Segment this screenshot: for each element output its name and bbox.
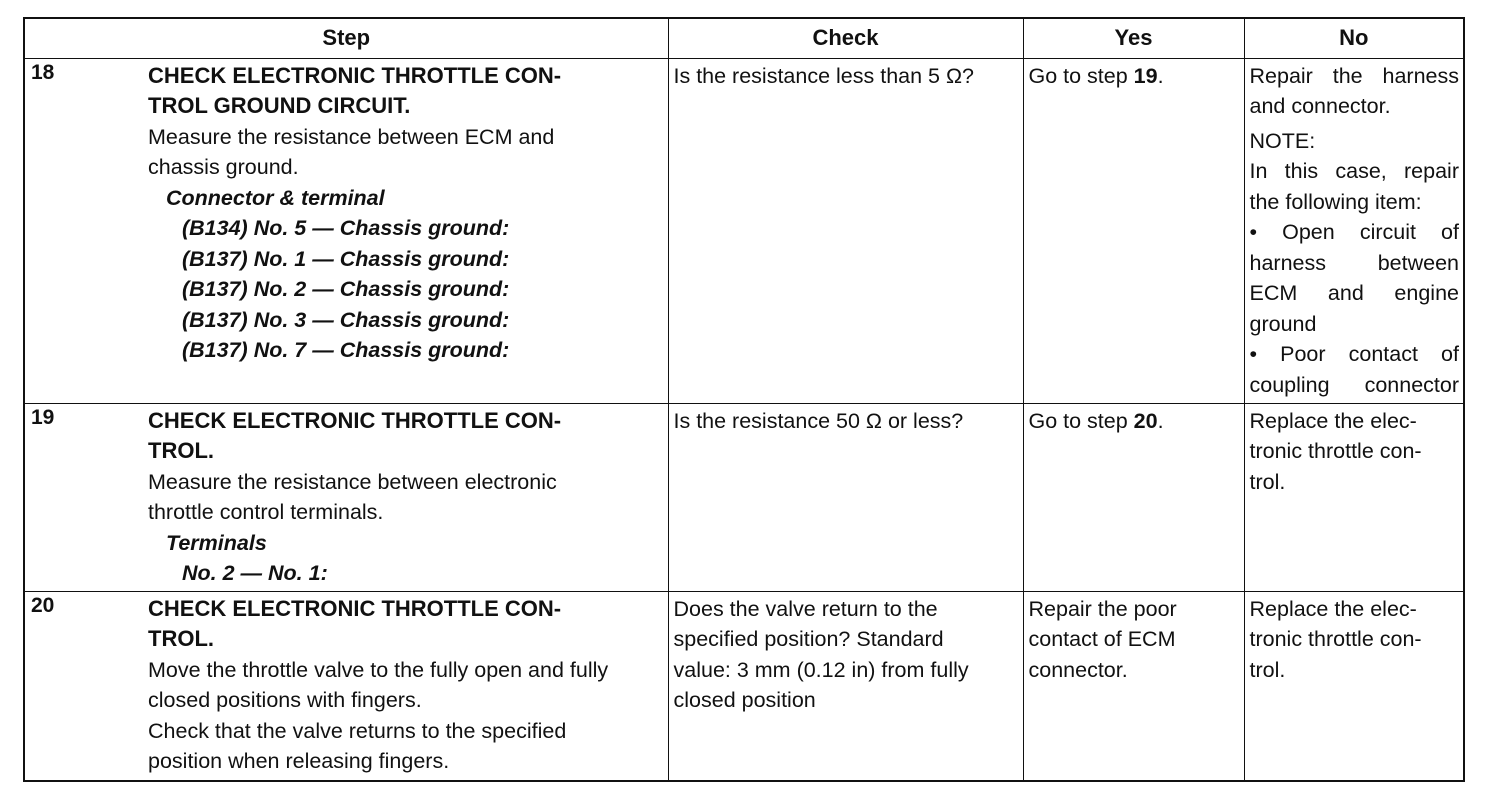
table-row-step-19 — [24, 403, 1464, 591]
step-title-line: CHECK ELECTRONIC THROTTLE CON- — [148, 62, 562, 88]
no-cell — [1244, 58, 1464, 403]
sub-heading: Connector & terminal — [166, 185, 385, 210]
instruction-line: throttle control terminals. — [148, 500, 384, 524]
check-cell — [668, 403, 1023, 591]
step-number: 18 — [31, 60, 55, 84]
yes-step-ref: 19 — [1133, 63, 1158, 88]
check-text: Is the resistance 50 Ω or less? — [673, 408, 964, 433]
yes-text: Go to step — [1028, 63, 1134, 88]
terminal-item: No. 2 — No. 1: — [182, 561, 328, 585]
troubleshooting-table — [23, 17, 1465, 782]
instruction-line: Measure the resistance between ECM and — [148, 124, 555, 149]
yes-text: Go to step — [1028, 408, 1134, 433]
note-line: the following item: — [1249, 189, 1422, 214]
table-row-step-20 — [24, 591, 1464, 781]
step-number: 19 — [31, 405, 55, 429]
step-cell — [24, 58, 668, 403]
yes-line: connector. — [1028, 657, 1128, 682]
no-line: Repair the harness — [1249, 63, 1459, 88]
no-line: and connector. — [1249, 94, 1391, 118]
instruction-line: Measure the resistance between electronic — [148, 469, 557, 494]
terminal-item: (B137) No. 3 — Chassis ground: — [182, 307, 510, 332]
no-line: trol. — [1249, 657, 1286, 682]
no-cell — [1244, 403, 1464, 591]
no-line: Replace the elec- — [1249, 408, 1417, 433]
no-line: Replace the elec- — [1249, 596, 1417, 621]
bullet-line: ECM and engine — [1249, 281, 1459, 305]
instruction-line: chassis ground. — [148, 155, 299, 179]
instruction-line: Move the throttle valve to the fully open and fully — [148, 657, 609, 682]
check-line: specified position? Standard — [673, 627, 944, 651]
step-number: 20 — [31, 593, 55, 617]
check-cell — [668, 58, 1023, 403]
yes-cell — [1023, 591, 1244, 781]
step-title-line: TROL. — [148, 626, 214, 651]
step-title-line: CHECK ELECTRONIC THROTTLE CON- — [148, 407, 562, 433]
instruction-line: closed positions with fingers. — [148, 688, 422, 712]
yes-suffix: . — [1157, 63, 1164, 88]
step-title-line: CHECK ELECTRONIC THROTTLE CON- — [148, 595, 562, 621]
yes-suffix: . — [1157, 408, 1164, 433]
bullet-line: • Open circuit of — [1249, 220, 1459, 244]
header-step: Step — [24, 18, 668, 58]
header-check: Check — [668, 18, 1023, 58]
check-line: Does the valve return to the — [673, 596, 938, 621]
no-line: tronic throttle con- — [1249, 627, 1422, 651]
instruction-line: Check that the valve returns to the specified — [148, 718, 567, 743]
header-row — [24, 18, 1464, 58]
yes-line: contact of ECM — [1028, 627, 1176, 651]
table-row-step-18 — [24, 58, 1464, 403]
check-line: value: 3 mm (0.12 in) from fully — [673, 657, 969, 682]
terminal-item: (B137) No. 1 — Chassis ground: — [182, 246, 510, 271]
step-title-line: TROL GROUND CIRCUIT. — [148, 93, 411, 118]
check-cell — [668, 591, 1023, 781]
instruction-line: position when releasing fingers. — [148, 749, 450, 773]
no-cell — [1244, 591, 1464, 781]
terminal-item: (B137) No. 2 — Chassis ground: — [182, 277, 510, 301]
step-title-line: TROL. — [148, 438, 214, 463]
yes-cell — [1023, 58, 1244, 403]
yes-line: Repair the poor — [1028, 596, 1177, 621]
no-line: trol. — [1249, 469, 1286, 494]
sub-heading: Terminals — [166, 530, 267, 555]
terminal-item: (B134) No. 5 — Chassis ground: — [182, 216, 510, 240]
header-yes: Yes — [1023, 18, 1244, 58]
note-label: NOTE: — [1249, 128, 1316, 153]
header-no: No — [1244, 18, 1464, 58]
no-line: tronic throttle con- — [1249, 439, 1422, 463]
step-cell — [24, 403, 668, 591]
step-cell — [24, 591, 668, 781]
bullet-line: coupling connector — [1249, 372, 1459, 397]
note-line: In this case, repair — [1249, 159, 1459, 183]
check-line: closed position — [673, 688, 816, 712]
bullet-line: • Poor contact of — [1249, 342, 1459, 366]
yes-cell — [1023, 403, 1244, 591]
bullet-line: harness between — [1249, 250, 1459, 275]
bullet-line: ground — [1249, 311, 1317, 336]
check-text: Is the resistance less than 5 Ω? — [673, 63, 975, 88]
terminal-item: (B137) No. 7 — Chassis ground: — [182, 338, 510, 362]
yes-step-ref: 20 — [1133, 408, 1158, 433]
